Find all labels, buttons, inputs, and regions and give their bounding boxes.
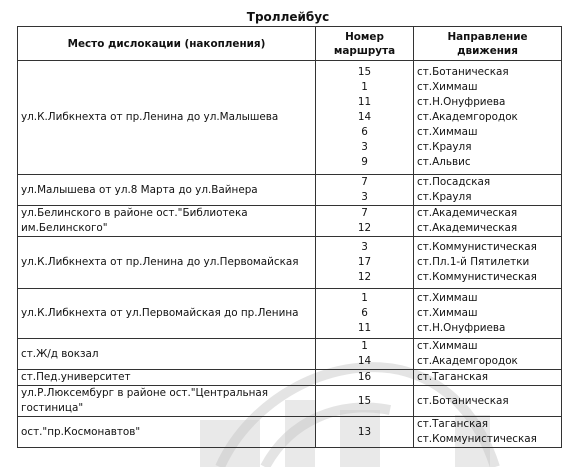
place-column-header: Место дислокации (накопления) [18,27,316,61]
table-row [18,386,562,417]
direction-name: ст.Ботаническая [417,66,509,78]
direction-name: ст.Академгородок [417,355,518,367]
route-number: 6 [361,126,368,138]
place-cell: ст.Пед.университет [18,370,316,386]
direction-name: ст.Химмаш [417,81,478,93]
header-row [18,27,562,61]
route-number-cell [316,175,414,206]
route-number: 16 [357,371,372,383]
place-cell: ул.К.Либкнехта от пр.Ленина до ул.Первомайская [18,237,316,289]
route-number: 13 [357,425,372,438]
route-number: 3 [361,191,368,203]
direction-name: ст.Ботаническая [417,394,509,407]
place-cell: ост."пр.Космонавтов" [18,417,316,448]
place-cell: ул.Малышева от ул.8 Марта до ул.Вайнера [18,175,316,206]
route-number: 3 [361,141,368,153]
direction-name: ст.Академическая [417,207,518,219]
route-number: 1 [361,292,368,304]
direction-name: ст.Коммунистическая [417,241,537,253]
route-number: 15 [357,66,372,78]
route-number: 1 [361,340,368,352]
route-number: 7 [361,176,368,188]
route-number: 14 [357,355,372,367]
direction-cell [414,339,562,370]
table-row [18,339,562,370]
route-header-line: маршрута [333,44,396,57]
route-number-cell [316,206,414,237]
table-row [18,237,562,289]
direction-cell [414,417,562,448]
table-row [18,206,562,237]
direction-cell [414,237,562,289]
route-number-cell [316,289,414,339]
route-number: 3 [361,241,368,253]
route-number: 6 [361,307,368,319]
table-row [18,370,562,386]
route-number: 15 [357,394,372,407]
route-number-cell [316,339,414,370]
direction-name: ст.Академическая [417,222,518,234]
direction-cell [414,370,562,386]
route-number: 11 [357,96,372,108]
route-number: 9 [361,156,368,168]
direction-name: ст.Коммунистическая [417,271,537,283]
direction-name: ст.Альвис [417,156,471,168]
table-row [18,417,562,448]
route-number: 11 [357,322,372,334]
direction-column-header [414,27,562,61]
direction-name: ст.Крауля [417,191,472,203]
route-number: 12 [357,222,372,234]
route-number: 12 [357,271,372,283]
direction-name: ст.Академгородок [417,111,518,123]
schedule-table [17,26,562,448]
place-cell: ул.К.Либкнехта от ул.Первомайская до пр.Ленина [18,289,316,339]
route-number-cell [316,417,414,448]
route-header-line: Номер [345,30,384,43]
route-number-cell [316,61,414,175]
direction-cell [414,61,562,175]
route-column-header [316,27,414,61]
direction-name: ст.Н.Онуфриева [417,322,506,334]
route-number: 7 [361,207,368,219]
route-number-cell [316,237,414,289]
direction-header-line: движения [457,44,518,57]
route-number-cell [316,386,414,417]
direction-cell [414,175,562,206]
place-cell: ул.Белинского в районе ост."Библиотека им.Белинского" [18,206,316,237]
route-number: 1 [361,81,368,93]
route-number: 17 [357,256,372,268]
direction-name: ст.Пл.1-й Пятилетки [417,256,530,268]
table-row [18,289,562,339]
place-cell: ул.К.Либкнехта от пр.Ленина до ул.Малышева [18,61,316,175]
direction-name: ст.Химмаш [417,340,478,352]
route-number: 14 [357,111,372,123]
page-title: Троллейбус [246,10,330,24]
direction-cell [414,206,562,237]
direction-name: ст.Крауля [417,141,472,153]
direction-name: ст.Химмаш [417,292,478,304]
table-row [18,61,562,175]
place-cell: ст.Ж/д вокзал [18,339,316,370]
direction-name: ст.Таганская [417,371,489,383]
route-number-cell [316,370,414,386]
direction-name: ст.Химмаш [417,126,478,138]
direction-name: ст.Коммунистическая [417,433,537,445]
direction-cell [414,386,562,417]
direction-name: ст.Н.Онуфриева [417,96,506,108]
direction-cell [414,289,562,339]
table-row [18,175,562,206]
direction-header-line: Направление [447,30,528,43]
direction-name: ст.Химмаш [417,307,478,319]
direction-name: ст.Таганская [417,418,489,430]
place-cell: ул.Р.Люксембург в районе ост."Центральная гостиница" [18,386,316,417]
direction-name: ст.Посадская [417,176,491,188]
